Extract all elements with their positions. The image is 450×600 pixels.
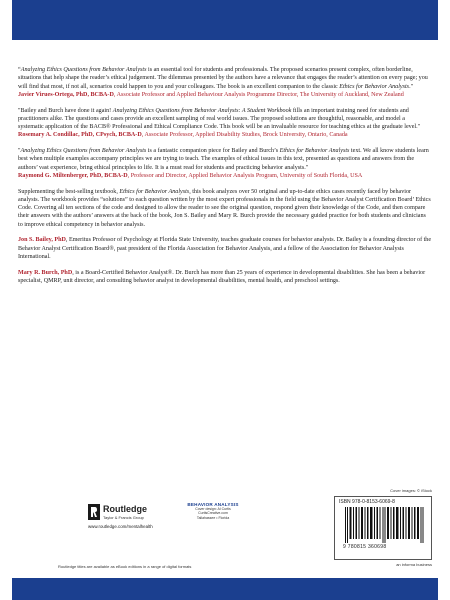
- ebook-note: Routledge titles are available as eBook editions in a range of digital formats: [58, 564, 192, 569]
- quote-text: is a fantastic companion piece for Bailey and Burch’s: [146, 148, 280, 154]
- barcode-digits: 9 780815 360698: [343, 544, 387, 550]
- author-bio-text: [18, 269, 432, 286]
- barcode-box: [334, 496, 432, 560]
- endorsement-quote: “Analyzing Ethics Questions from Behavior Analysts is an essential tool for students and professionals. The proposed scenarios present complex, often borderline, situations that help shape the reader’s ethical judgement. The dilemmas presented by the authors have a relevance that engages the reader’s attention on every page; you will find that most, if not all, scenarios could happen to you and your colleagues. The book is an excellent companion to the classic Ethics for Behavior Analysts.": [18, 67, 428, 90]
- endorser: [18, 131, 432, 139]
- top-color-band: [12, 0, 438, 40]
- quote-text: is an essential tool for students and professionals. The proposed scenarios present complex, often borderline, situations that help shape the reader’s ethical judgement. The dilemmas presented by the authors have a relevance that engages the reader’s attention on every page; you will find that most, if not all, scenarios could happen to you and your colleagues. The book is an excellent companion to the classic: [18, 67, 428, 90]
- publisher-name: Routledge: [103, 504, 147, 514]
- back-cover-text: [18, 66, 432, 293]
- series-block: [178, 502, 248, 520]
- author-bio-text: [18, 236, 432, 261]
- book-description: [18, 188, 432, 229]
- quote-book-title: Ethics for Behavior Analysts: [279, 148, 350, 154]
- barcode-icon: [345, 507, 425, 543]
- endorsement-3: [18, 147, 432, 180]
- quote-text: .": [409, 83, 414, 90]
- quote-text: "Bailey and Burch have done it again!: [18, 107, 113, 114]
- quote-text: fills an important training need for students and practitioners alike. The questions and cases provide an excellent sampling of real world issues. The proposed solutions are thoughtful, reasonable, and model a systematic application of the BACB® Professional and Ethical Compliance Code. This book will be an invaluable resource for teaching ethics at the graduate level.": [18, 107, 421, 130]
- quote-book-title: Analyzing Ethics Questions from Behavior Analysts: A Student Workbook: [112, 107, 292, 114]
- author-name: Mary R. Burch, PhD: [18, 269, 73, 276]
- endorsement-quote: [18, 107, 432, 132]
- endorser: [18, 172, 432, 180]
- endorser-affiliation: , Associate Professor and Applied Behaviour Analysis Programme Director, The University of Auckland, New Zealand: [113, 91, 404, 98]
- quote-book-title: Analyzing Ethics Questions from Behavior Analysts: [20, 148, 147, 154]
- routledge-logo-icon: [88, 504, 100, 520]
- endorser-name: Rosemary A. Condillac, PhD, CPsych, BCBA-D: [18, 132, 142, 139]
- cover-image-credit: Cover images: © iStock: [390, 488, 432, 493]
- endorser-affiliation: , Professor and Director, Applied Behavior Analysis Program, University of South Florida, USA: [127, 172, 363, 179]
- informa-text: an informa business: [396, 562, 432, 567]
- description-text: [18, 188, 432, 229]
- description-book-title: Ethics for Behavior Analysts: [119, 188, 190, 195]
- author-bio: , Emeritus Professor of Psychology at Florida State University, teaches graduate courses for behavior analysts. Dr. Bailey is a founding director of the Behavior Analyst Certification Board®, past president of the Florida Association for Behavior Analysis, and a fellow of the Association for Behavior Analysis International.: [18, 237, 432, 260]
- quote-book-title: Ethics for Behavior Analysts: [339, 83, 410, 90]
- isbn-text: ISBN 978-0-8153-6069-8: [339, 499, 395, 505]
- endorser: [18, 91, 432, 99]
- series-title: BEHAVIOR ANALYSIS: [187, 502, 239, 507]
- endorsement-2: [18, 107, 432, 140]
- author-bio-1: [18, 236, 432, 261]
- publisher-url[interactable]: www.routledge.com/mentalhealth: [88, 524, 153, 529]
- author-name: Jon S. Bailey, PhD: [18, 237, 66, 244]
- description-rest: , this book analyzes over 50 original and up-to-date ethics cases recently faced by behavior analysts. The workbook provides “solutions” to each question written by the most expert professionals in the field using the Behavior Analyst Certification Board’ Ethics Code. Covering all ten sections of the code and designed to allow the reader to see the original question, respond given their knowledge of the Code, and then compare their answers with the authors’ answers at the back of the book, Jon S. Bailey and Mary R. Burch provide the necessary guided practice for both students and clinicians to improve ethical competency in behavior analysis.: [18, 188, 431, 228]
- quote-text: text. We all know students learn best when multiple examples accompany principles we are trying to teach. The examples of ethical issues in this text, presented as questions and answers from the authors’ vast experience, bring ethical principles to life. It is a must read for students and practicing behavior analysts.": [18, 148, 429, 171]
- endorsement-quote: [18, 147, 432, 172]
- bottom-color-band: [12, 578, 438, 600]
- back-cover-footer: [18, 488, 432, 574]
- description-start: Supplementing the best-selling textbook,: [18, 188, 120, 195]
- cover-design-line: Cover design: Al Curtis: [195, 507, 231, 511]
- publisher-subtitle: Taylor & Francis Group: [103, 515, 144, 520]
- quote-book-title: Analyzing Ethics Questions from Behavior Analysts: [20, 67, 147, 73]
- cover-design-line: Tallahassee • Florida: [196, 515, 230, 520]
- endorser-name: Raymond G. Miltenberger, PhD, BCBA-D: [18, 172, 128, 179]
- endorser-name: Javier Virues-Ortega, PhD, BCBA-D: [18, 91, 114, 98]
- author-bio-2: [18, 269, 432, 286]
- quote-text: ": [18, 148, 21, 154]
- cover-design-line: CurtisCreative.com: [198, 511, 228, 516]
- endorser-affiliation: , Associate Professor, Applied Disability Studies, Brock University, Ontario, Canada: [141, 132, 348, 139]
- publisher-logo: [88, 502, 158, 536]
- author-bio: , is a Board-Certified Behavior Analyst®. Dr. Burch has more than 25 years of experience in developmental disabilities. She has been a behavior specialist, QMRP, unit director, and consulting behavior analyst in developmental disabilities, mental health, and preschool settings.: [18, 269, 426, 284]
- endorsement-1: [18, 66, 432, 99]
